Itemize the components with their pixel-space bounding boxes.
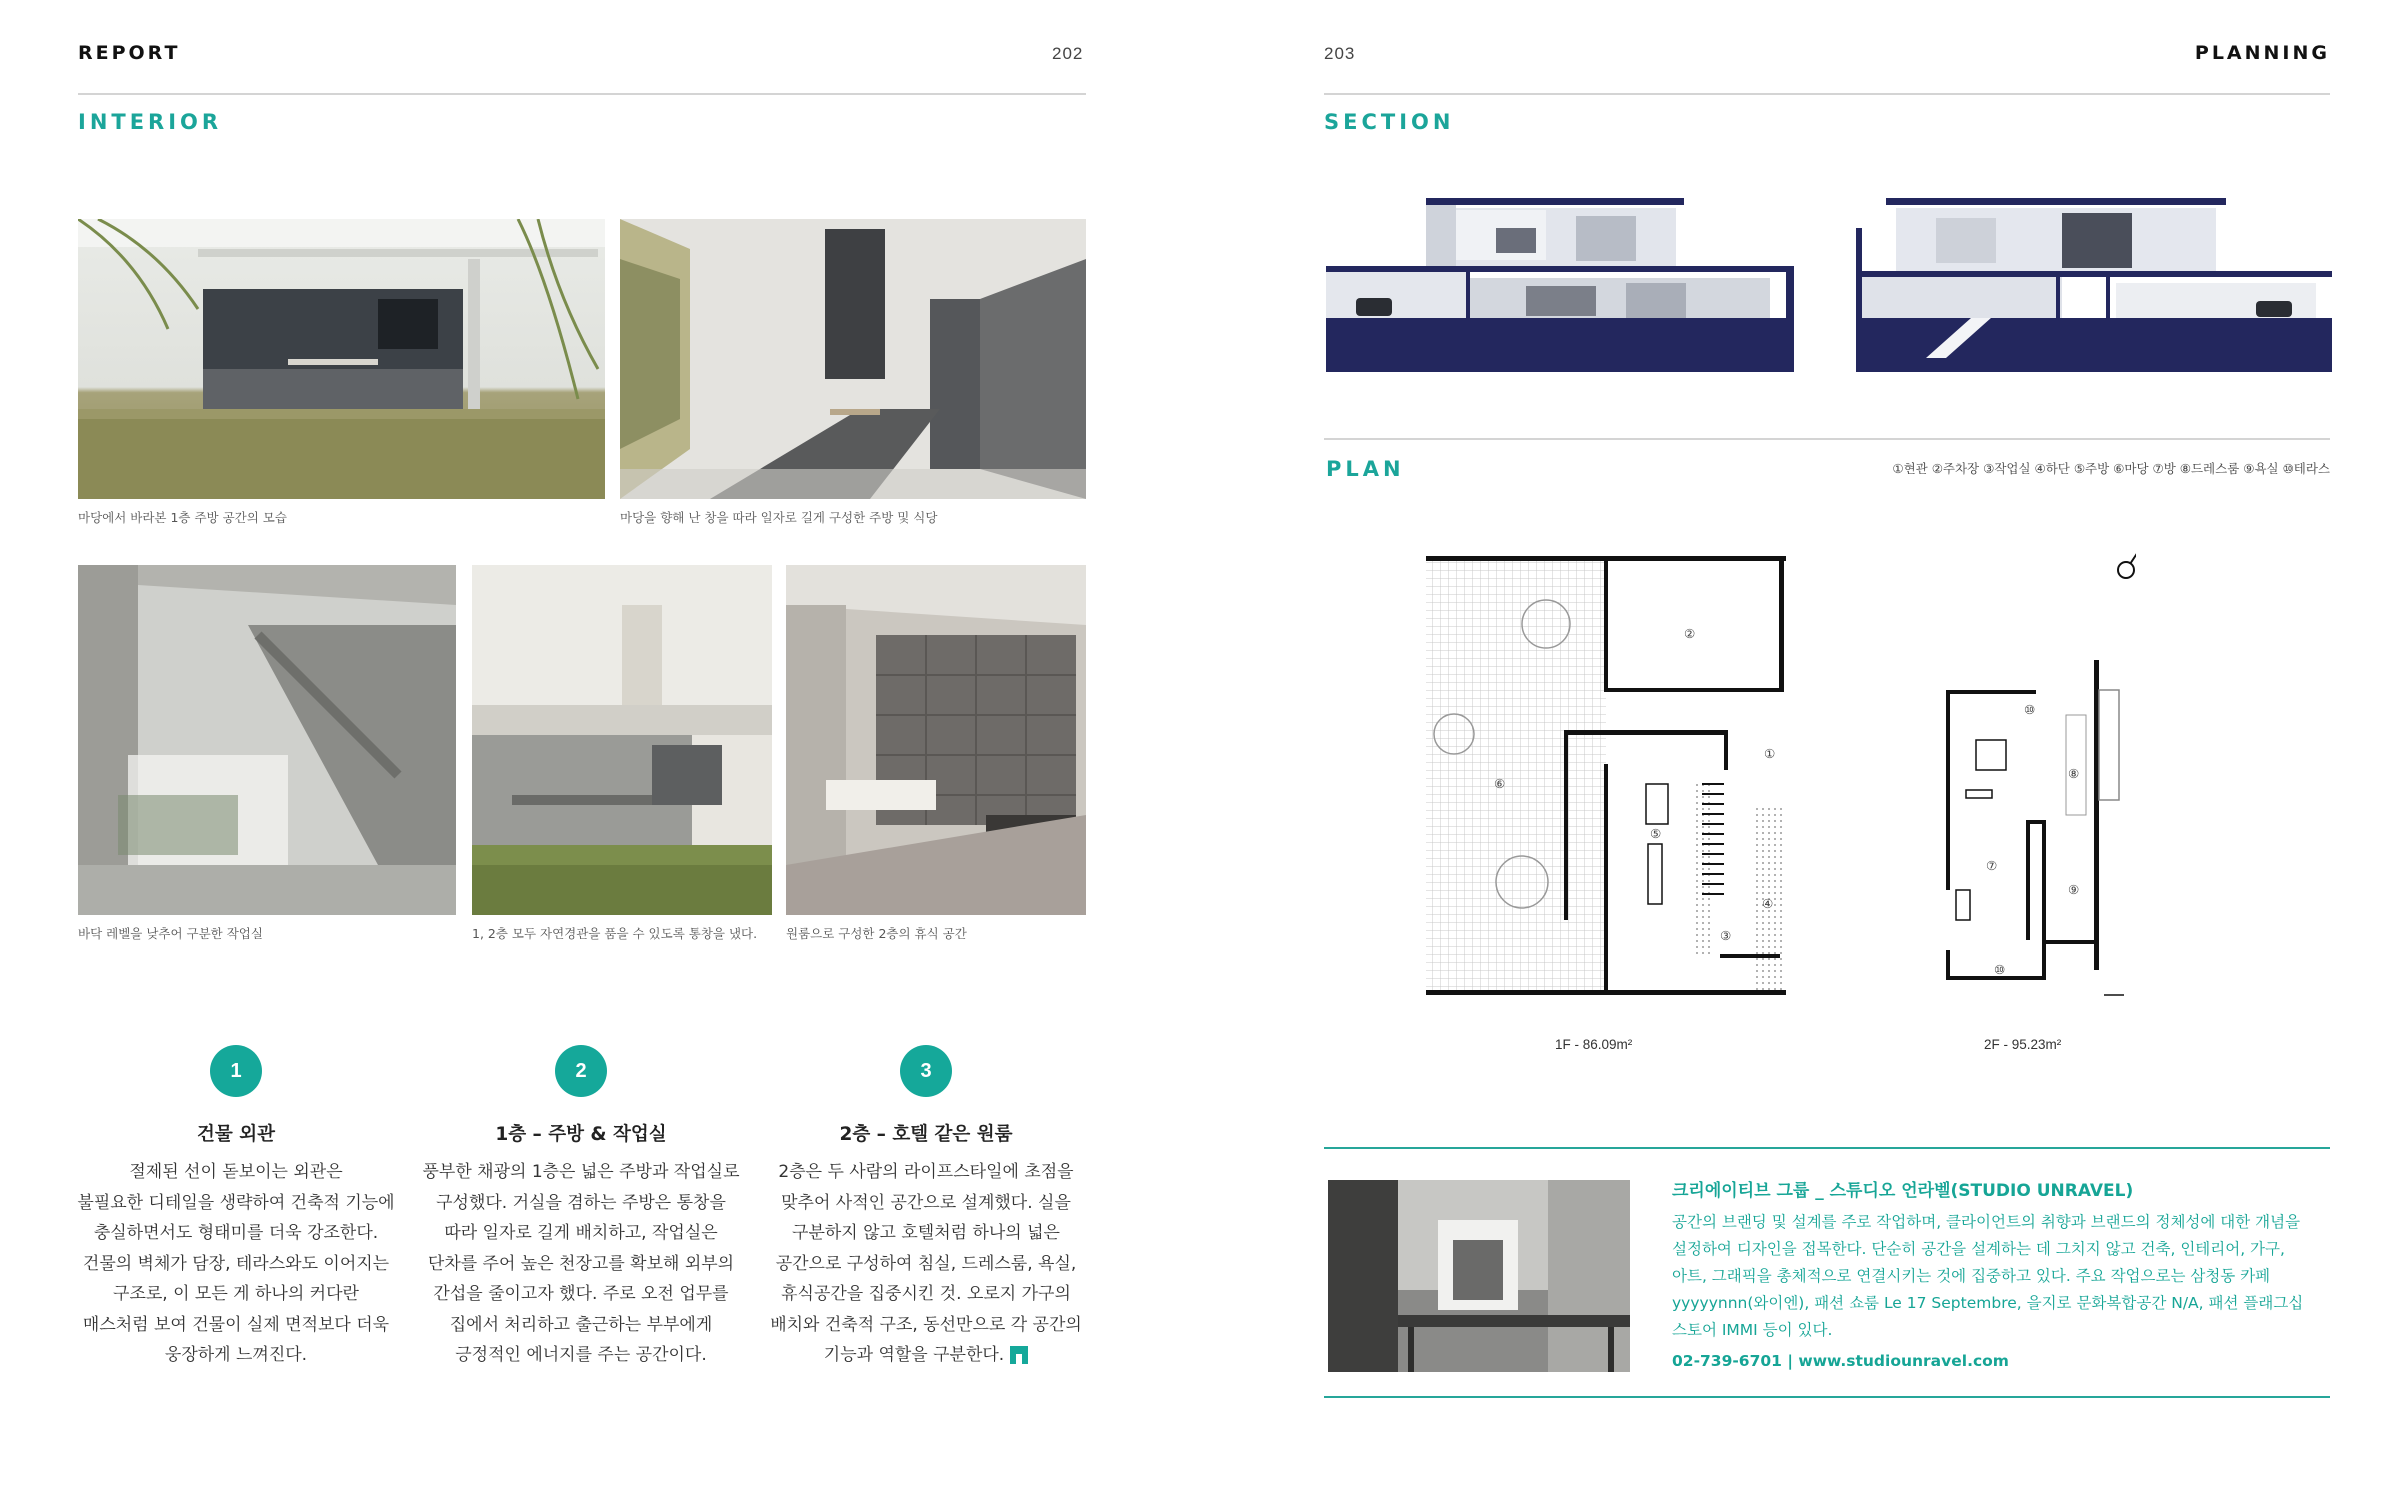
plan-1f-number-5: ⑤: [1650, 826, 1662, 841]
column-3-line: 2층은 두 사람의 라이프스타일에 초점을: [778, 1162, 1074, 1182]
column-2-line: 긍정적인 에너지를 주는 공간이다.: [455, 1345, 707, 1365]
column-3-last-line: 기능과 역할을 구분한다.: [823, 1345, 1005, 1365]
column-3-title: 2층 – 호텔 같은 원룸: [839, 1124, 1013, 1145]
photo-yard-kitchen: [78, 219, 605, 499]
column-2-title: 1층 – 주방 & 작업실: [495, 1124, 667, 1145]
column-1-line: 불필요한 디테일을 생략하여 건축적 기능에: [77, 1192, 395, 1213]
column-1-line: 구조로, 이 모든 게 하나의 커다란: [113, 1284, 359, 1304]
end-mark-icon: [1010, 1346, 1028, 1364]
photo-two-floors: [472, 565, 772, 915]
column-3-line: 공간으로 구성하여 침실, 드레스룸, 욕실,: [775, 1253, 1077, 1274]
column-1-line: 웅장하게 느껴진다.: [164, 1345, 308, 1365]
column-3-line: 구분하지 않고 호텔처럼 하나의 넓은: [792, 1223, 1060, 1243]
plan-2f-number-8: ⑧: [2068, 766, 2080, 781]
caption-2: 마당을 향해 난 창을 따라 일자로 길게 구성한 주방 및 식당: [620, 510, 938, 525]
right-page-header: PLANNING: [2194, 42, 2330, 64]
interior-section-title: INTERIOR: [78, 110, 223, 134]
floor-label-1f: 1F - 86.09m²: [1555, 1037, 1633, 1052]
floor-plan-2f: [1936, 540, 2136, 1010]
plan-section-title: PLAN: [1326, 457, 1405, 481]
info-top-rule: [1324, 1147, 2330, 1149]
floor-plan-1f: [1424, 554, 1794, 998]
column-1-body: [60, 1157, 412, 1371]
caption-4: 1, 2층 모두 자연경관을 품을 수 있도록 통창을 냈다.: [472, 926, 758, 941]
studio-title: 크리에이티브 그룹 _ 스튜디오 언라벨(STUDIO UNRAVEL): [1672, 1181, 2134, 1201]
column-1-number-badge: 1: [210, 1045, 262, 1097]
photo-kitchen-dining: [620, 219, 1086, 499]
column-2-line: 집에서 처리하고 출근하는 부부에게: [449, 1314, 713, 1335]
left-page-number: 202: [1052, 44, 1084, 63]
column-3-line: 맞추어 사적인 공간으로 설계했다. 실을: [781, 1192, 1071, 1213]
studio-contact: 02-739-6701 | www.studiounravel.com: [1672, 1352, 2009, 1370]
column-1-line: 충실하면서도 형태미를 더욱 강조한다.: [93, 1223, 379, 1243]
plan-1f-number-6: ⑥: [1494, 776, 1506, 791]
column-2-number-badge: 2: [555, 1045, 607, 1097]
caption-1: 마당에서 바라본 1층 주방 공간의 모습: [78, 510, 287, 525]
column-3-line: [750, 1340, 1102, 1371]
column-2-line: 풍부한 채광의 1층은 넓은 주방과 작업실로: [422, 1162, 740, 1182]
studio-description: [1672, 1209, 2330, 1344]
column-1-line: 절제된 선이 돋보이는 외관은: [129, 1162, 343, 1182]
column-2-body: [405, 1157, 757, 1371]
photo-2f-lounge: [786, 565, 1086, 915]
section-section-title: SECTION: [1324, 110, 1455, 134]
left-header-rule: [78, 93, 1086, 95]
studio-line: 설정하여 디자인을 접목한다. 단순히 공간을 설계하는 데 그치지 않고 건축, 인테리어, 가구,: [1672, 1240, 2285, 1258]
plan-legend: ①현관 ②주차장 ③작업실 ④하단 ⑤주방 ⑥마당 ⑦방 ⑧드레스룸 ⑨욕실 ⑩테라스: [1892, 461, 2330, 476]
caption-3: 바닥 레벨을 낮추어 구분한 작업실: [78, 926, 263, 941]
column-1-title: 건물 외관: [197, 1124, 275, 1145]
plan-1f-number-2: ②: [1684, 626, 1696, 641]
floor-label-2f: 2F - 95.23m²: [1984, 1037, 2062, 1052]
studio-line: 스토어 IMMI 등이 있다.: [1672, 1321, 1833, 1339]
section-drawing-2: [1856, 198, 2332, 372]
studio-line: 아트, 그래픽을 총체적으로 연결시키는 것에 집중하고 있다. 주요 작업으로는 삼청동 카페: [1672, 1267, 2271, 1285]
plan-1f-number-4: ④: [1762, 896, 1774, 911]
plan-1f-number-1: ①: [1764, 746, 1776, 761]
photo-workroom: [78, 565, 456, 915]
left-page-header: REPORT: [78, 42, 181, 64]
column-3-line: 배치와 건축적 구조, 동선만으로 각 공간의: [770, 1314, 1082, 1335]
section-drawing-1: [1326, 198, 1794, 372]
right-header-rule: [1324, 93, 2330, 95]
plan-2f-number-7: ⑦: [1986, 858, 1998, 873]
caption-5: 원룸으로 구성한 2층의 휴식 공간: [786, 926, 967, 941]
column-1-line: 건물의 벽체가 담장, 테라스와도 이어지는: [82, 1253, 390, 1274]
column-2-line: 따라 일자로 길게 배치하고, 작업실은: [444, 1223, 718, 1243]
column-3-number-badge: 3: [900, 1045, 952, 1097]
column-2-line: 구성했다. 거실을 겸하는 주방은 통창을: [436, 1192, 726, 1213]
column-2-line: 간섭을 줄이고자 했다. 주로 오전 업무를: [433, 1284, 729, 1304]
plan-rule: [1324, 438, 2330, 440]
studio-photo: [1328, 1180, 1630, 1372]
plan-1f-number-3: ③: [1720, 928, 1732, 943]
info-bottom-rule: [1324, 1396, 2330, 1398]
column-3-line: 휴식공간을 집중시킨 것. 오로지 가구의: [781, 1284, 1071, 1304]
right-page-number: 203: [1324, 44, 1356, 63]
plan-2f-number-10-bottom: ⑩: [1994, 962, 2006, 977]
column-1-line: 매스처럼 보여 건물이 실제 면적보다 더욱: [82, 1314, 390, 1335]
column-2-line: 단차를 주어 높은 천장고를 확보해 외부의: [427, 1253, 735, 1274]
plan-2f-number-9: ⑨: [2068, 882, 2080, 897]
plan-2f-number-10-top: ⑩: [2024, 702, 2036, 717]
studio-line: yyyyynnn(와이엔), 패션 쇼룸 Le 17 Septembre, 을지로 문화복합공간 N/A, 패션 플래그십: [1672, 1294, 2304, 1312]
studio-line: 공간의 브랜딩 및 설계를 주로 작업하며, 클라이언트의 취향과 브랜드의 정체성에 대한 개념을: [1672, 1213, 2301, 1231]
column-3-body: [750, 1157, 1102, 1371]
